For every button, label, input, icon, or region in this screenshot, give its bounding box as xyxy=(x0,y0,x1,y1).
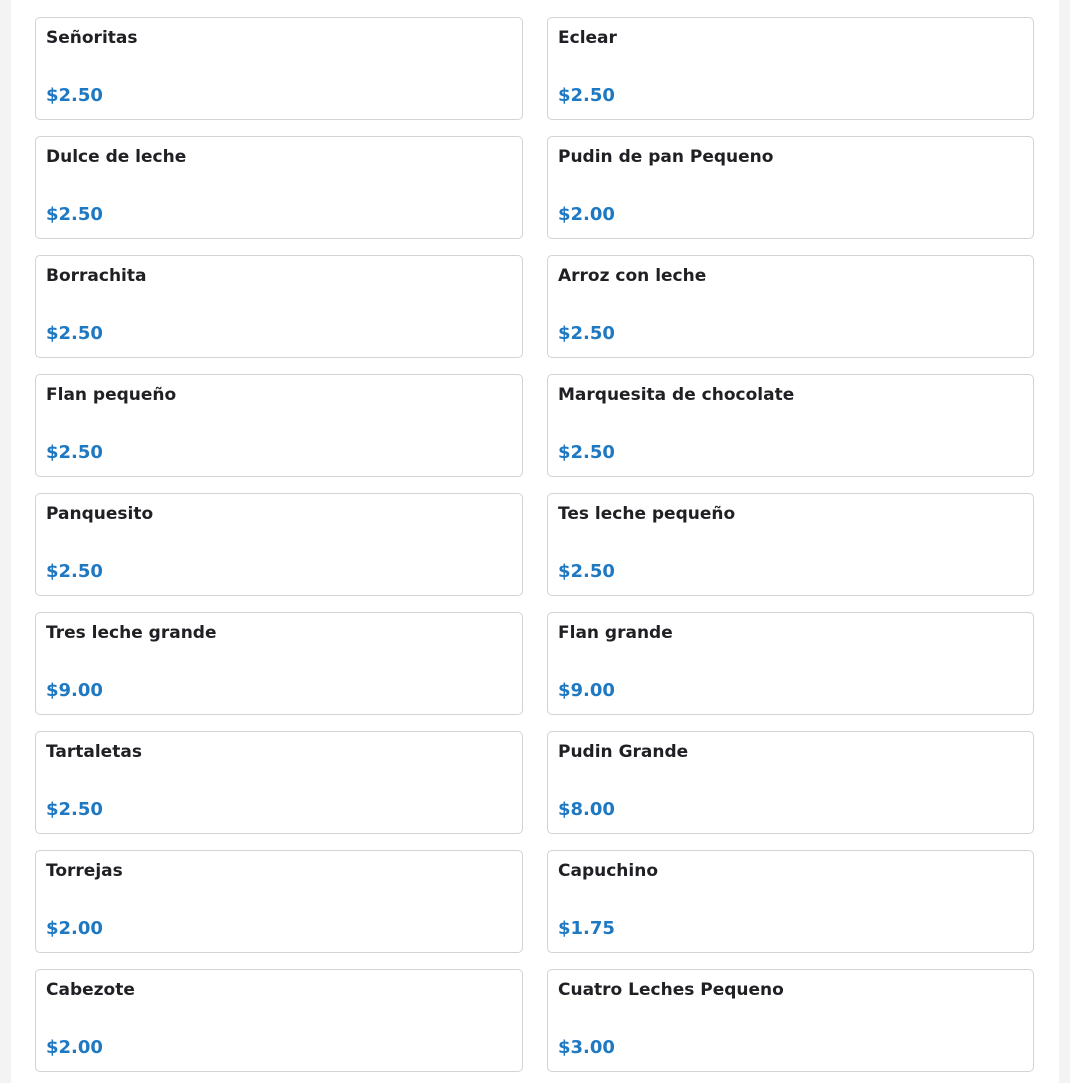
product-card-pudin-de-pan-pequeno[interactable] xyxy=(547,136,1034,239)
product-price: $2.50 xyxy=(558,561,615,582)
product-price: $2.00 xyxy=(46,1037,103,1058)
product-card-cuatro-leches-pequeno[interactable] xyxy=(547,969,1034,1072)
product-price: $2.50 xyxy=(46,204,103,225)
product-name: Tartaletas xyxy=(46,742,142,762)
product-name: Flan pequeño xyxy=(46,385,177,405)
product-card-tes-leche-pequeno[interactable] xyxy=(547,493,1034,596)
product-card-capuchino[interactable] xyxy=(547,850,1034,953)
product-price: $2.50 xyxy=(46,799,103,820)
product-name: Dulce de leche xyxy=(46,147,187,167)
product-price: $9.00 xyxy=(558,680,615,701)
product-price: $2.00 xyxy=(46,918,103,939)
product-price: $8.00 xyxy=(558,799,615,820)
product-price: $2.50 xyxy=(46,323,103,344)
product-name: Pudin Grande xyxy=(558,742,689,762)
product-card-eclear[interactable] xyxy=(547,17,1034,120)
product-card-dulce-de-leche[interactable] xyxy=(35,136,523,239)
product-price: $2.00 xyxy=(558,204,615,225)
product-name: Torrejas xyxy=(46,861,123,881)
product-price: $2.50 xyxy=(46,85,103,106)
product-card-flan-pequeno[interactable] xyxy=(35,374,523,477)
product-price: $2.50 xyxy=(558,442,615,463)
product-card-flan-grande[interactable] xyxy=(547,612,1034,715)
product-card-marquesita-de-chocolate[interactable] xyxy=(547,374,1034,477)
product-price: $2.50 xyxy=(558,323,615,344)
product-grid xyxy=(35,17,1034,1072)
product-card-torrejas[interactable] xyxy=(35,850,523,953)
product-name: Tres leche grande xyxy=(46,623,217,643)
product-name: Señoritas xyxy=(46,28,138,48)
product-name: Capuchino xyxy=(558,861,659,881)
product-name: Marquesita de chocolate xyxy=(558,385,795,405)
product-price: $2.50 xyxy=(46,442,103,463)
product-price: $2.50 xyxy=(46,561,103,582)
product-card-tres-leche-grande[interactable] xyxy=(35,612,523,715)
product-name: Arroz con leche xyxy=(558,266,707,286)
product-name: Cabezote xyxy=(46,980,135,1000)
product-price: $1.75 xyxy=(558,918,615,939)
product-name: Pudin de pan Pequeno xyxy=(558,147,774,167)
product-price: $2.50 xyxy=(558,85,615,106)
product-name: Tes leche pequeño xyxy=(558,504,736,524)
product-card-cabezote[interactable] xyxy=(35,969,523,1072)
product-name: Eclear xyxy=(558,28,617,48)
menu-page xyxy=(11,0,1059,1083)
product-price: $9.00 xyxy=(46,680,103,701)
product-name: Borrachita xyxy=(46,266,147,286)
product-card-panquesito[interactable] xyxy=(35,493,523,596)
product-card-borrachita[interactable] xyxy=(35,255,523,358)
product-card-arroz-con-leche[interactable] xyxy=(547,255,1034,358)
product-price: $3.00 xyxy=(558,1037,615,1058)
product-card-senoritas[interactable] xyxy=(35,17,523,120)
product-name: Flan grande xyxy=(558,623,673,643)
product-card-tartaletas[interactable] xyxy=(35,731,523,834)
product-card-pudin-grande[interactable] xyxy=(547,731,1034,834)
product-name: Cuatro Leches Pequeno xyxy=(558,980,784,1000)
product-name: Panquesito xyxy=(46,504,154,524)
